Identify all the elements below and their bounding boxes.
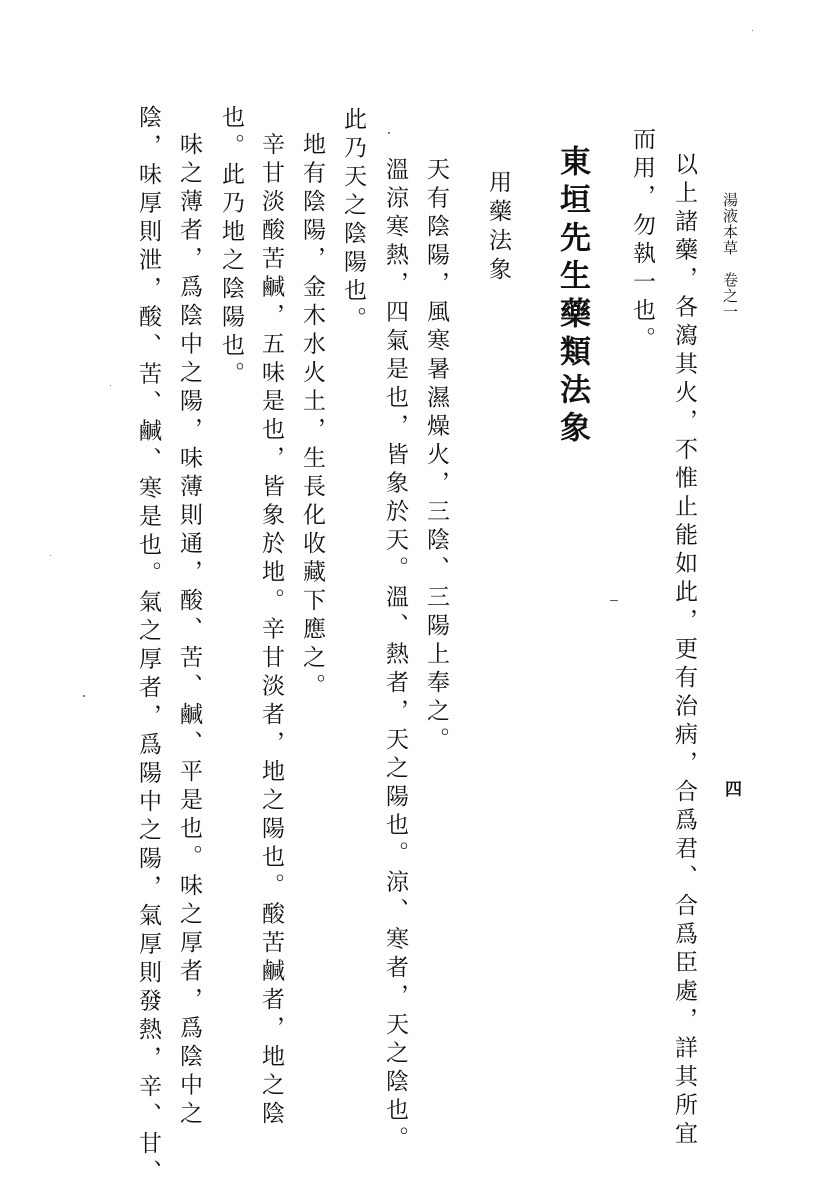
section-subtitle: 用藥法象: [485, 170, 511, 286]
text-column-9: 辛甘淡酸苦鹹，五味是也，皆象於地。辛甘淡者，地之陽也。酸苦鹹者，地之陰: [258, 132, 284, 1130]
section-title: 東垣先生藥類法象: [554, 145, 590, 449]
text-column-10: 也。此乃地之陰陽也。: [218, 105, 244, 390]
text-column-6: 溫涼寒熱，四氣是也，皆象於天。溫、熱者，天之陽也。涼、寒者，天之陰也。: [382, 157, 408, 1155]
text-column-5: 天有陰陽，風寒暑濕燥火，三陰、三陽上奉之。: [423, 157, 449, 756]
scan-speck: [610, 600, 618, 601]
text-column-7: 此乃天之陰陽也。: [340, 107, 366, 335]
scan-speck: [752, 30, 753, 31]
scan-speck: [110, 385, 111, 386]
text-column-8: 地有陰陽，金木水火土，生長化收藏下應之。: [299, 132, 325, 702]
text-column-12: 陰，味厚則泄，酸、苦、鹹、寒是也。氣之厚者，爲陽中之陽，氣厚則發熱，辛、甘、: [135, 105, 161, 1188]
running-header-title: 湯液本草 卷之一: [721, 192, 739, 320]
scan-speck: [388, 132, 390, 134]
scan-speck: [83, 695, 85, 697]
text-column-2: 而用，勿執一也。: [629, 127, 655, 355]
page-number: 四: [721, 780, 741, 798]
text-column-1: 以上諸藥，各瀉其火，不惟止能如此，更有治病，合爲君、合爲臣處，詳其所宜: [671, 152, 697, 1150]
text-column-11: 味之薄者，爲陰中之陽，味薄則通，酸、苦、鹹、平是也。味之厚者，爲陰中之: [176, 132, 202, 1130]
scan-speck: [50, 555, 51, 556]
